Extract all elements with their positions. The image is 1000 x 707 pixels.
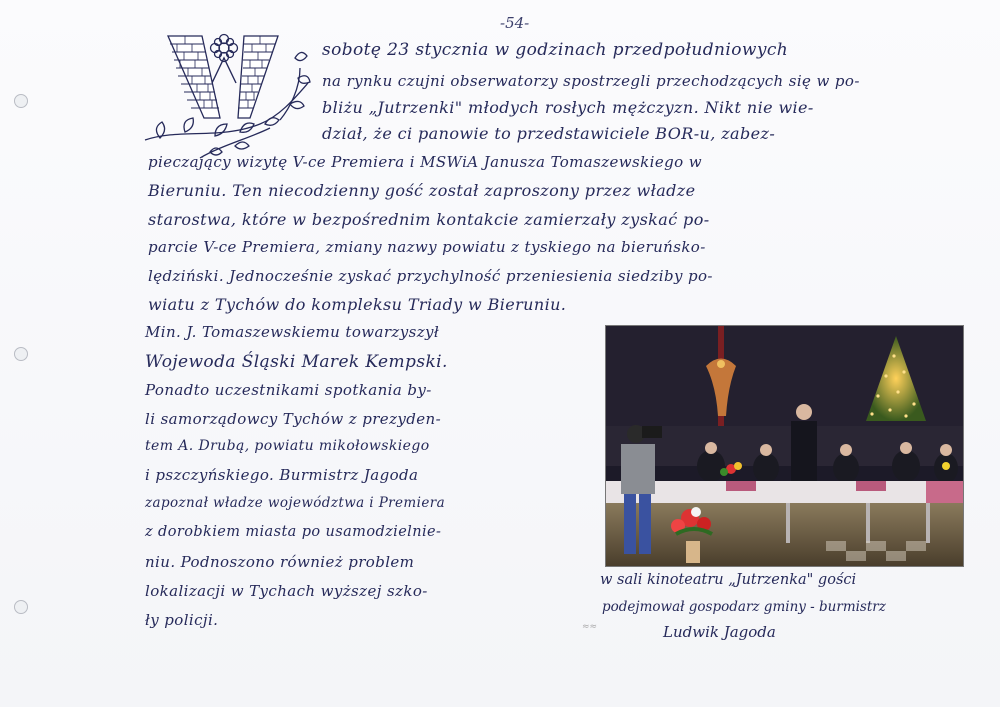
body-line: wiatu z Tychów do kompleksu Triady w Bieruniu.	[148, 295, 567, 314]
photo-caption-line: podejmował gospodarz gminy - burmistrz	[602, 599, 886, 615]
left-column-line: zapoznał władze województwa i Premiera	[145, 495, 446, 511]
left-column-line: i pszczyńskiego. Burmistrz Jagoda	[145, 466, 419, 484]
binder-hole	[14, 600, 28, 614]
left-column-line: Wojewoda Śląski Marek Kempski.	[145, 352, 448, 372]
body-line: na rynku czujni obserwatorzy spostrzegli przechodzących się w po-	[322, 72, 860, 90]
left-column-line: li samorządowcy Tychów z prezyden-	[145, 410, 442, 428]
body-line: bliżu „Jutrzenki" młodych rosłych mężczyzn. Nikt nie wie-	[322, 98, 814, 117]
body-line: Bieruniu. Ten niecodzienny gość został zaproszony przez władze	[148, 181, 696, 200]
faint-scribble: ≈≈	[582, 622, 598, 632]
left-column-line: z dorobkiem miasta po usamodzielnie-	[145, 524, 442, 540]
body-line: pieczający wizytę V-ce Premiera i MSWiA Janusza Tomaszewskiego w	[148, 153, 702, 171]
left-column-line: niu. Podnoszono również problem	[145, 553, 415, 571]
page-number: -54-	[500, 14, 530, 32]
photo-caption-line: w sali kinoteatru „Jutrzenka" gości	[600, 572, 857, 588]
photo-caption-line: Ludwik Jagoda	[663, 623, 776, 641]
binder-hole	[14, 94, 28, 108]
binder-hole	[14, 347, 28, 361]
left-column-line: tem A. Drubą, powiatu mikołowskiego	[145, 438, 430, 454]
body-line: parcie V-ce Premiera, zmiany nazwy powiatu z tyskiego na bieruńsko-	[148, 238, 706, 256]
left-column-line: Ponadto uczestnikami spotkania by-	[145, 381, 432, 399]
body-line: dział, że ci panowie to przedstawiciele BOR-u, zabez-	[322, 124, 776, 143]
meeting-hall-photo	[605, 325, 964, 567]
body-line: starostwa, które w bezpośrednim kontakcie zamierzały zyskać po-	[148, 210, 710, 229]
decorative-initial-w	[140, 28, 318, 163]
left-column-line: Min. J. Tomaszewskiemu towarzyszył	[145, 323, 440, 341]
left-column-line: lokalizacji w Tychach wyższej szko-	[145, 582, 428, 600]
body-line: lędziński. Jednocześnie zyskać przychylność przeniesienia siedziby po-	[148, 267, 713, 285]
left-column-line: ły policji.	[145, 611, 219, 629]
body-line: sobotę 23 stycznia w godzinach przedpołudniowych	[322, 40, 789, 60]
